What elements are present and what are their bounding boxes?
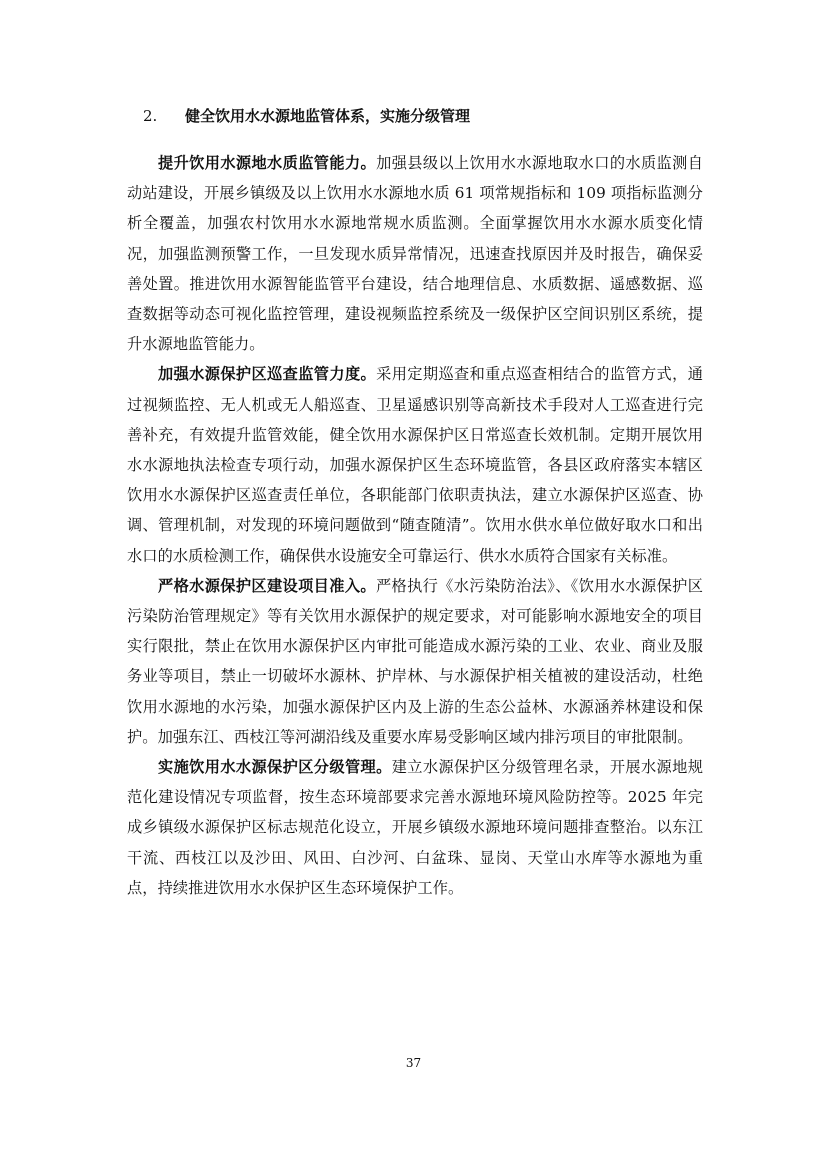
body-text [127, 148, 703, 903]
paragraph-project-access [127, 571, 703, 752]
section-title: 健全饮用水水源地监管体系，实施分级管理 [185, 107, 471, 125]
paragraph-lead: 提升饮用水源地水质监管能力。 [158, 154, 377, 172]
page-number: 37 [405, 1056, 422, 1070]
paragraph-lead: 严格水源保护区建设项目准入。 [158, 576, 376, 595]
paragraph-patrol-supervision [127, 359, 703, 570]
paragraph-text: 严格执行《水污染防治法》、《饮用水水源保护区污染防治管理规定》等有关饮用水源保护的规定要求，对可能影响水源地安全的项目实行限批，禁止在饮用水源保护区内审批可能造成水源污染的工业、农业、商业及服务业等项目，禁止一切破坏水源林、护岸林、与水源保护相关植被的建设活动，杜绝饮用水源地的水污染，加强水源保护区内及上游的生态公益林、水源涵养林建设和保护。加强东江、西枝江等河湖沿线及重要水库易受影响区域内排污项目的审批限制。 [127, 576, 703, 746]
section-heading [143, 104, 470, 128]
paragraph-graded-management [127, 752, 703, 903]
paragraph-lead: 实施饮用水水源保护区分级管理。 [158, 758, 392, 777]
paragraph-text: 建立水源保护区分级管理名录，开展水源地规范化建设情况专项监督，按生态环境部要求完善水源地环境风险防控等。2025 年完成乡镇级水源保护区标志规范化设立，开展乡镇级水源地环境问题排查整治。以东江干流、西枝江以及沙田、风田、白沙河、白盆珠、显岗、天堂山水库等水源地为重点，持续推进饮用水水保护区生态环境保护工作。 [127, 758, 704, 897]
paragraph-text: 加强县级以上饮用水水源地取水口的水质监测自动站建设，开展乡镇级及以上饮用水水源地水质 61 项常规指标和 109 项指标监测分析全覆盖，加强农村饮用水水源地常规水质监测。全面掌握饮用水水源水质变化情况，加强监测预警工作，一旦发现水质异常情况，迅速查找原因并及时报告，确保妥善处置。推进饮用水源智能监管平台建设，结合地理信息、水质数据、遥感数据、巡查数据等动态可视化监控管理，建设视频监控系统及一级保护区空间识别区系统，提升水源地监管能力。 [127, 154, 703, 354]
paragraph-water-quality-monitoring [127, 148, 703, 359]
paragraph-text: 采用定期巡查和重点巡查相结合的监管方式，通过视频监控、无人机或无人船巡查、卫星遥感识别等高新技术手段对人工巡查进行完善补充，有效提升监管效能，健全饮用水源保护区日常巡查长效机制。定期开展饮用水水源地执法检查专项行动，加强水源保护区生态环境监管，各县区政府落实本辖区饮用水水源保护区巡查责任单位，各职能部门依职责执法，建立水源保护区巡查、协调、管理机制，对发现的环境问题做到“随查随清”。饮用水供水单位做好取水口和出水口的水质检测工作，确保供水设施安全可靠运行、供水水质符合国家有关标准。 [127, 365, 703, 565]
section-number: 2. [143, 107, 158, 125]
paragraph-lead: 加强水源保护区巡查监管力度。 [158, 365, 377, 384]
